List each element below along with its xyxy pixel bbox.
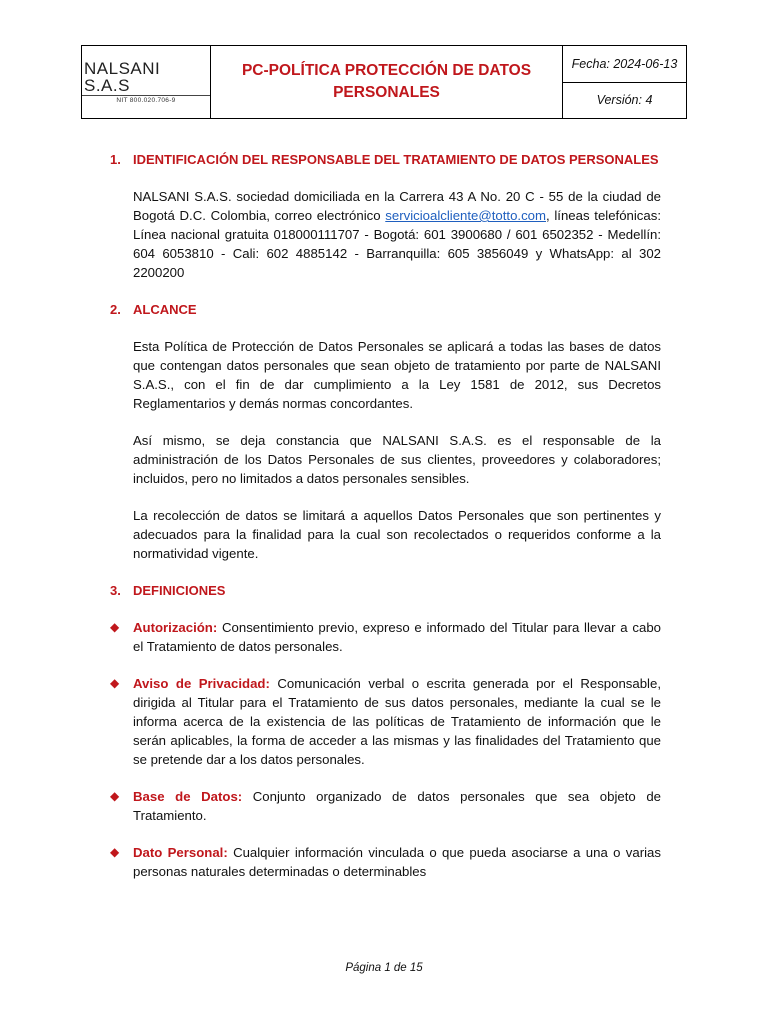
document-header xyxy=(81,45,687,119)
section-title: IDENTIFICACIÓN DEL RESPONSABLE DEL TRATAMIENTO DE DATOS PERSONALES xyxy=(133,152,659,167)
section-heading xyxy=(110,150,661,169)
section-heading xyxy=(110,581,661,600)
document-body xyxy=(110,150,661,881)
definition-body: Cualquier información vinculada o que pueda asociarse a una o varias personas naturales determinadas o determinables xyxy=(133,845,661,879)
definition-text xyxy=(133,843,661,881)
logo-cell xyxy=(82,46,211,118)
definition-body: Consentimiento previo, expreso e informado del Titular para llevar a cabo el Tratamiento de datos personales. xyxy=(133,620,661,654)
paragraph-text: NALSANI S.A.S. sociedad domiciliada en la Carrera 43 A No. 20 C - 55 de la ciudad de Bogotá D.C. Colombia, correo electrónico xyxy=(133,189,661,223)
definition-text xyxy=(133,787,661,825)
section-title: ALCANCE xyxy=(133,302,197,317)
company-logo xyxy=(82,60,210,104)
definition-item xyxy=(110,843,661,881)
paragraph: La recolección de datos se limitará a aquellos Datos Personales que son pertinentes y adecuados para la finalidad para la cual son recolectados o requeridos conforme a la normatividad vigente. xyxy=(133,508,661,561)
paragraph: Esta Política de Protección de Datos Personales se aplicará a todas las bases de datos que contengan datos personales que sean objeto de tratamiento por parte de NALSANI S.A.S., con el fin de dar cumplimiento a la Ley 1581 de 2012, sus Decretos Reglamentarios y demás normas concordantes. xyxy=(133,339,661,411)
definition-body: Conjunto organizado de datos personales que sea objeto de Tratamiento. xyxy=(133,789,661,823)
definition-item xyxy=(110,674,661,769)
paragraph xyxy=(133,187,661,282)
title-cell xyxy=(211,46,563,118)
definition-item xyxy=(110,618,661,656)
paragraph: Así mismo, se deja constancia que NALSANI S.A.S. es el responsable de la administración de los Datos Personales de sus clientes, proveedores y colaboradores; incluidos, pero no limitados a datos personales sensibles. xyxy=(133,433,661,486)
definition-term: Dato Personal: xyxy=(133,845,228,860)
bullet-icon: ◆ xyxy=(110,676,120,690)
page-number: Página 1 de 15 xyxy=(345,962,423,974)
section-number: 1. xyxy=(110,152,121,167)
paragraph-text: , líneas telefónicas: Línea nacional gratuita 018000111707 - Bogotá: 601 3900680 / 601 6502352 - Medellín: 604 6053810 - Cali: 602 4885142 - Barranquilla: 605 3856049 y WhatsApp: al 302 2200200 xyxy=(133,208,661,280)
section-number: 3. xyxy=(110,583,121,598)
document-title: PC-POLÍTICA PROTECCIÓN DE DATOS PERSONALES xyxy=(241,62,532,101)
definition-text xyxy=(133,674,661,769)
document-version: Versión: 4 xyxy=(596,93,653,108)
section-number: 2. xyxy=(110,302,121,317)
bullet-icon: ◆ xyxy=(110,789,120,803)
section-heading xyxy=(110,300,661,319)
definition-body: Comunicación verbal o escrita generada por el Responsable, dirigida al Titular para el Tratamiento de sus datos personales, mediante la cual se le informa acerca de la existencia de las políticas de Tratamiento de información que le serán aplicables, la forma de acceder a las mismas y las finalidades del Tratamiento que se pretende dar a los datos personales. xyxy=(133,676,661,767)
bullet-icon: ◆ xyxy=(110,620,120,634)
logo-name: NALSANI S.A.S xyxy=(82,60,210,96)
bullet-icon: ◆ xyxy=(110,845,120,859)
logo-nit: NIT 800.020.706-9 xyxy=(116,97,176,104)
meta-cell xyxy=(563,46,686,118)
section-title: DEFINICIONES xyxy=(133,583,226,598)
definition-term: Base de Datos: xyxy=(133,789,243,804)
definition-item xyxy=(110,787,661,825)
document-date: Fecha: 2024-06-13 xyxy=(563,46,686,83)
email-link[interactable]: servicioalcliente@totto.com xyxy=(385,208,546,223)
definition-term: Aviso de Privacidad: xyxy=(133,676,270,691)
definition-term: Autorización: xyxy=(133,620,218,635)
definition-text xyxy=(133,618,661,656)
